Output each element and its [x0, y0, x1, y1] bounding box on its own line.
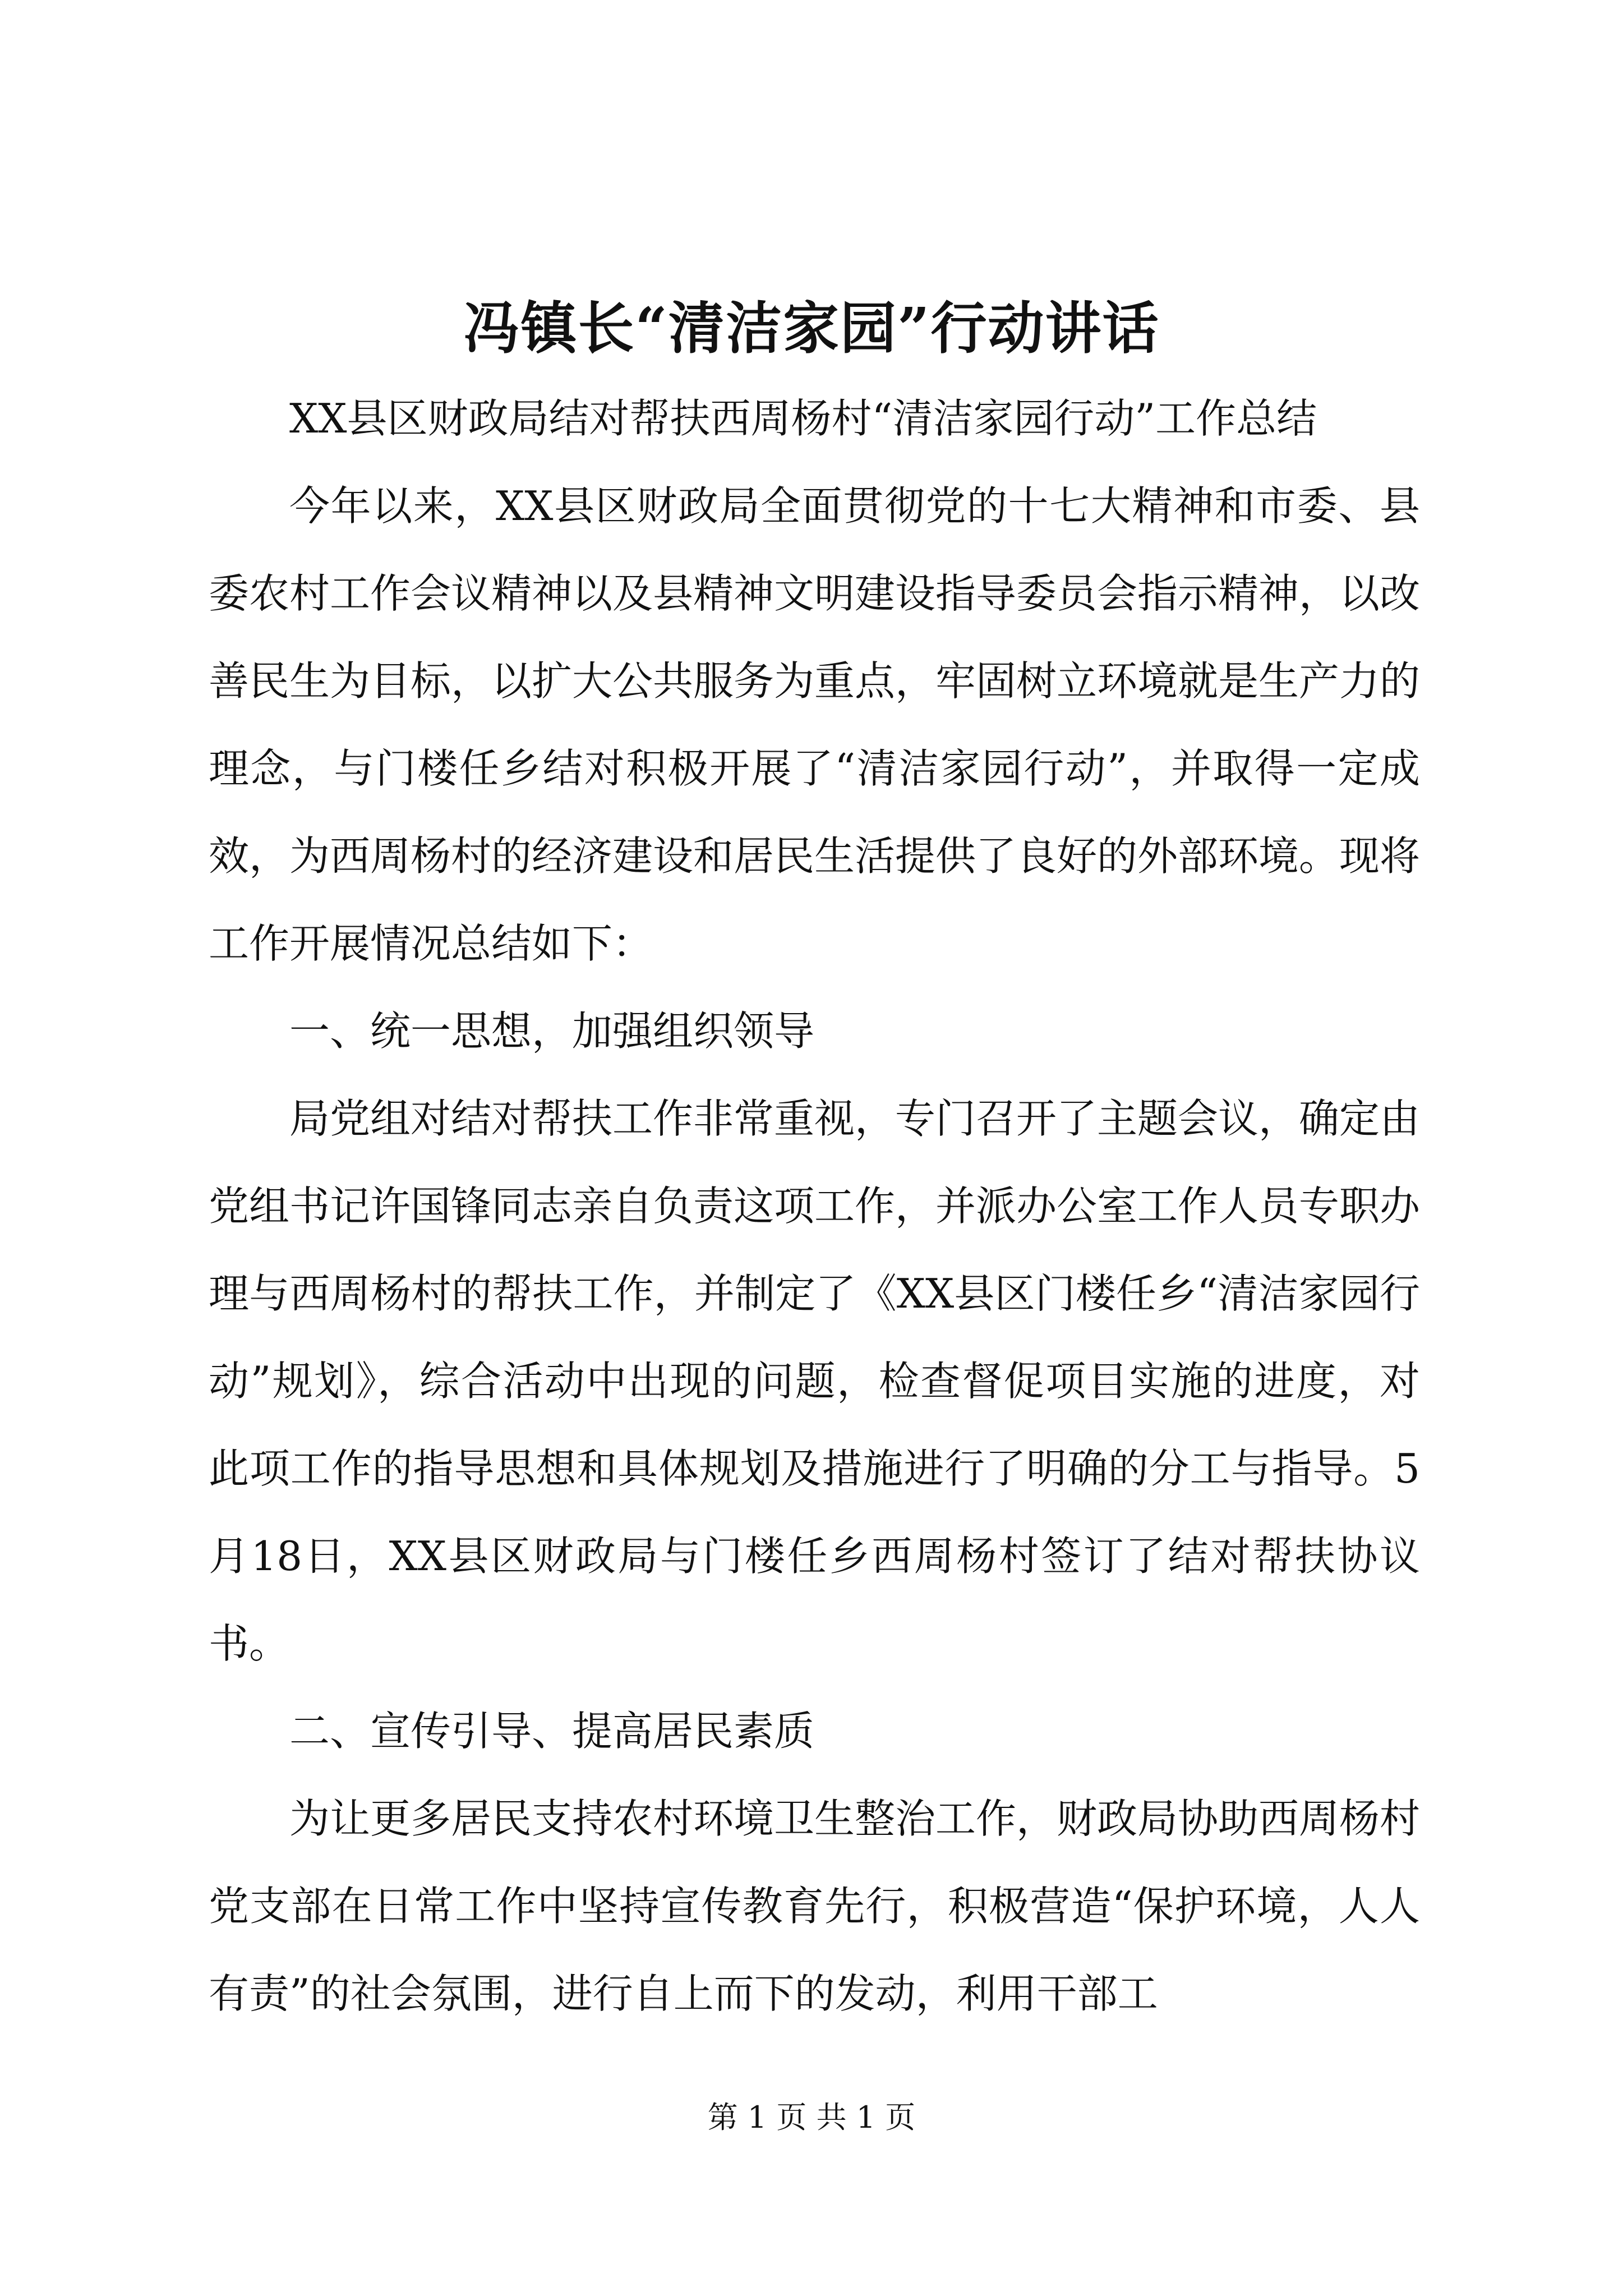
page-footer: 第 1 页 共 1 页 — [707, 2100, 916, 2135]
paragraph-section-2: 为让更多居民支持农村环境卫生整治工作，财政局协助西周杨村党支部在日常工作中坚持宣传教育先行，积极营造“保护环境，人人有责”的社会氛围，进行自上而下的发动，利用干部工 — [209, 1795, 1421, 2017]
paragraph-subtitle: XX县区财政局结对帮扶西周杨村“清洁家园行动”工作总结 — [289, 395, 1317, 442]
section-heading-1: 一、统一思想，加强组织领导 — [289, 1007, 815, 1055]
section-heading-2: 二、宣传引导、提高居民素质 — [289, 1708, 815, 1755]
document-body — [209, 375, 1420, 2037]
paragraph-section-1: 局党组对结对帮扶工作非常重视，专门召开了主题会议，确定由党组书记许国锋同志亲自负责这项工作，并派办公室工作人员专职办理与西周杨村的帮扶工作，并制定了《XX县区门楼任乡“清洁家园行动”规划》，综合活动中出现的问题，检查督促项目实施的进度，对此项工作的指导思想和具体规划及措施进行了明确的分工与指导。5月18日，XX县区财政局与门楼任乡西周杨村签订了结对帮扶协议书。 — [209, 1095, 1421, 1667]
document-title: 冯镇长“清洁家园”行动讲话 — [463, 295, 1160, 361]
paragraph-intro: 今年以来，XX县区财政局全面贯彻党的十七大精神和市委、县委农村工作会议精神以及县精神文明建设指导委员会指示精神，以改善民生为目标，以扩大公共服务为重点，牢固树立环境就是生产力的理念，与门楼任乡结对积极开展了“清洁家园行动”，并取得一定成效，为西周杨村的经济建设和居民生活提供了良好的外部环境。现将工作开展情况总结如下： — [209, 482, 1421, 967]
